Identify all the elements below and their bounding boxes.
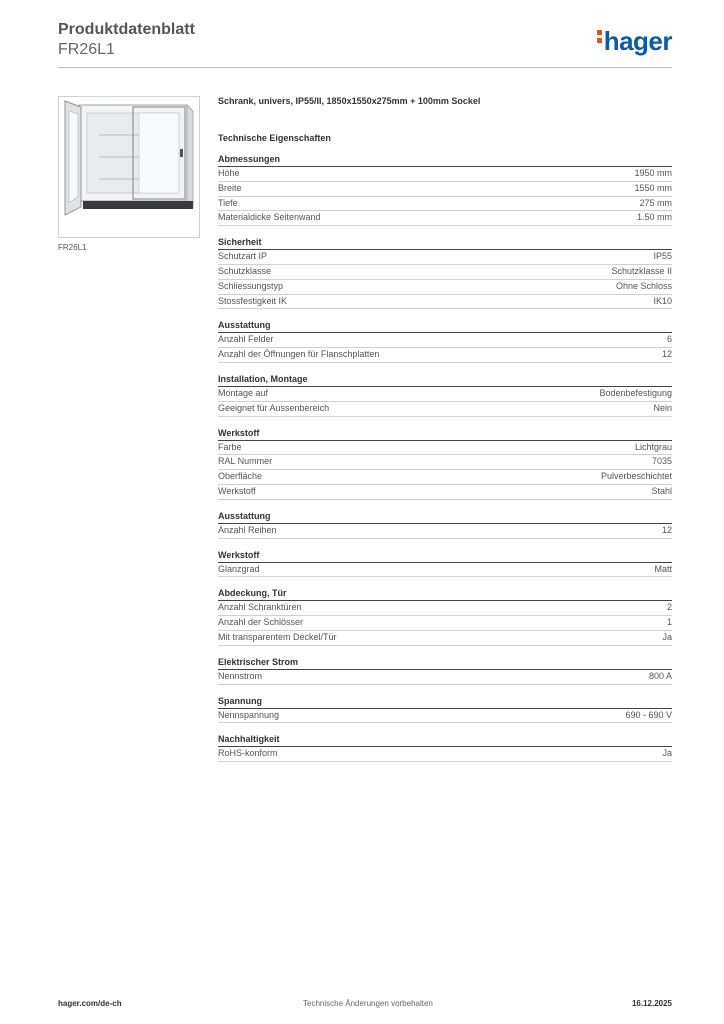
spec-section bbox=[218, 549, 672, 578]
spec-label: Schutzart IP bbox=[218, 251, 268, 262]
footer-website: hager.com/de-ch bbox=[58, 999, 122, 1008]
spec-section bbox=[218, 695, 672, 724]
spec-row bbox=[218, 182, 672, 197]
spec-label: Farbe bbox=[218, 441, 242, 452]
spec-value: IK10 bbox=[653, 295, 672, 306]
section-title: Installation, Montage bbox=[218, 373, 672, 387]
spec-value: IP55 bbox=[653, 251, 672, 262]
spec-row bbox=[218, 197, 672, 212]
spec-label: Werkstoff bbox=[218, 485, 256, 496]
spec-sections bbox=[218, 153, 672, 762]
spec-value: 1.50 mm bbox=[636, 212, 672, 223]
header-divider bbox=[58, 67, 672, 68]
spec-row bbox=[218, 387, 672, 402]
section-title: Werkstoff bbox=[218, 549, 672, 563]
spec-row bbox=[218, 250, 672, 265]
spec-label: Nennstrom bbox=[218, 670, 263, 681]
spec-row bbox=[218, 485, 672, 500]
spec-label: Stossfestigkeit IK bbox=[218, 295, 288, 306]
spec-row bbox=[218, 709, 672, 724]
spec-value: Nein bbox=[653, 402, 672, 413]
spec-row bbox=[218, 670, 672, 685]
spec-label: Breite bbox=[218, 182, 242, 193]
spec-section bbox=[218, 427, 672, 500]
spec-row bbox=[218, 333, 672, 348]
spec-row bbox=[218, 402, 672, 417]
spec-value: Ja bbox=[662, 748, 672, 759]
footer-notice: Technische Änderungen vorbehalten bbox=[303, 999, 433, 1008]
spec-value: Lichtgrau bbox=[634, 441, 672, 452]
spec-label: Nennspannung bbox=[218, 709, 280, 720]
spec-value: 12 bbox=[661, 524, 672, 535]
spec-value: 1950 mm bbox=[634, 168, 672, 178]
section-title: Sicherheit bbox=[218, 236, 672, 250]
spec-row bbox=[218, 616, 672, 631]
spec-label: Oberfläche bbox=[218, 471, 263, 482]
footer-date: 16.12.2025 bbox=[631, 999, 672, 1008]
section-title: Ausstattung bbox=[218, 510, 672, 524]
spec-label: Geeignet für Aussenbereich bbox=[218, 402, 330, 413]
spec-row bbox=[218, 348, 672, 363]
spec-value: 1550 mm bbox=[634, 182, 672, 193]
spec-label: Schliessungstyp bbox=[218, 280, 284, 291]
main-content bbox=[218, 94, 672, 772]
section-title: Ausstattung bbox=[218, 319, 672, 333]
spec-label: Materialdicke Seitenwand bbox=[218, 212, 321, 223]
spec-row bbox=[218, 265, 672, 280]
spec-row bbox=[218, 211, 672, 226]
spec-row bbox=[218, 470, 672, 485]
spec-row bbox=[218, 167, 672, 182]
spec-value: 275 mm bbox=[639, 197, 672, 208]
spec-value: 6 bbox=[666, 334, 672, 345]
product-description: Schrank, univers, IP55/II, 1850x1550x275mm + 100mm Sockel bbox=[218, 96, 481, 106]
spec-label: Anzahl der Schlösser bbox=[218, 617, 304, 628]
spec-row bbox=[218, 524, 672, 539]
spec-label: Glanzgrad bbox=[218, 563, 260, 574]
spec-value: 12 bbox=[661, 349, 672, 360]
page-header bbox=[58, 20, 195, 60]
spec-section bbox=[218, 656, 672, 685]
page-title: Produktdatenblatt bbox=[58, 21, 195, 38]
spec-value: Stahl bbox=[651, 485, 672, 496]
spec-value: Schutzklasse II bbox=[611, 265, 672, 276]
spec-section bbox=[218, 236, 672, 309]
spec-value: 2 bbox=[666, 602, 672, 613]
spec-row bbox=[218, 295, 672, 310]
spec-label: Montage auf bbox=[218, 387, 269, 398]
spec-row bbox=[218, 747, 672, 762]
spec-section bbox=[218, 510, 672, 539]
spec-value: Matt bbox=[654, 563, 672, 574]
product-image bbox=[58, 96, 200, 238]
logo-text: hager bbox=[603, 26, 672, 56]
spec-value: Bodenbefestigung bbox=[599, 387, 672, 398]
spec-row bbox=[218, 280, 672, 295]
spec-row bbox=[218, 455, 672, 470]
spec-value: Pulverbeschichtet bbox=[600, 471, 672, 482]
technical-properties-heading: Technische Eigenschaften bbox=[218, 133, 331, 143]
spec-label: Anzahl der Öffnungen für Flanschplatten bbox=[218, 349, 380, 360]
spec-label: Anzahl Schranktüren bbox=[218, 602, 302, 613]
product-code: FR26L1 bbox=[58, 41, 115, 58]
section-title: Elektrischer Strom bbox=[218, 656, 672, 670]
hager-logo bbox=[597, 26, 672, 57]
spec-value: Ohne Schloss bbox=[615, 280, 672, 291]
spec-section bbox=[218, 587, 672, 645]
spec-label: Tiefe bbox=[218, 197, 238, 208]
spec-row bbox=[218, 441, 672, 456]
spec-label: Höhe bbox=[218, 168, 240, 178]
spec-label: Schutzklasse bbox=[218, 265, 272, 276]
spec-value: Ja bbox=[662, 631, 672, 642]
section-title: Abmessungen bbox=[218, 153, 672, 167]
spec-label: Mit transparentem Deckel/Tür bbox=[218, 631, 337, 642]
spec-value: 1 bbox=[666, 617, 672, 628]
spec-label: Anzahl Reihen bbox=[218, 524, 277, 535]
spec-section bbox=[218, 373, 672, 417]
spec-value: 690 - 690 V bbox=[625, 709, 672, 720]
spec-value: 800 A bbox=[648, 670, 672, 681]
spec-section bbox=[218, 153, 672, 226]
spec-value: 7035 bbox=[651, 456, 672, 467]
image-caption: FR26L1 bbox=[58, 243, 87, 252]
cabinet-illustration bbox=[59, 97, 199, 237]
spec-row bbox=[218, 563, 672, 578]
spec-row bbox=[218, 601, 672, 616]
spec-section bbox=[218, 733, 672, 762]
section-title: Abdeckung, Tür bbox=[218, 587, 672, 601]
spec-section bbox=[218, 319, 672, 363]
logo-dots-icon bbox=[597, 30, 602, 46]
section-title: Werkstoff bbox=[218, 427, 672, 441]
spec-row bbox=[218, 631, 672, 646]
section-title: Nachhaltigkeit bbox=[218, 733, 672, 747]
spec-label: RoHS-konform bbox=[218, 748, 278, 759]
spec-label: Anzahl Felder bbox=[218, 334, 274, 345]
spec-label: RAL Nummer bbox=[218, 456, 273, 467]
section-title: Spannung bbox=[218, 695, 672, 709]
